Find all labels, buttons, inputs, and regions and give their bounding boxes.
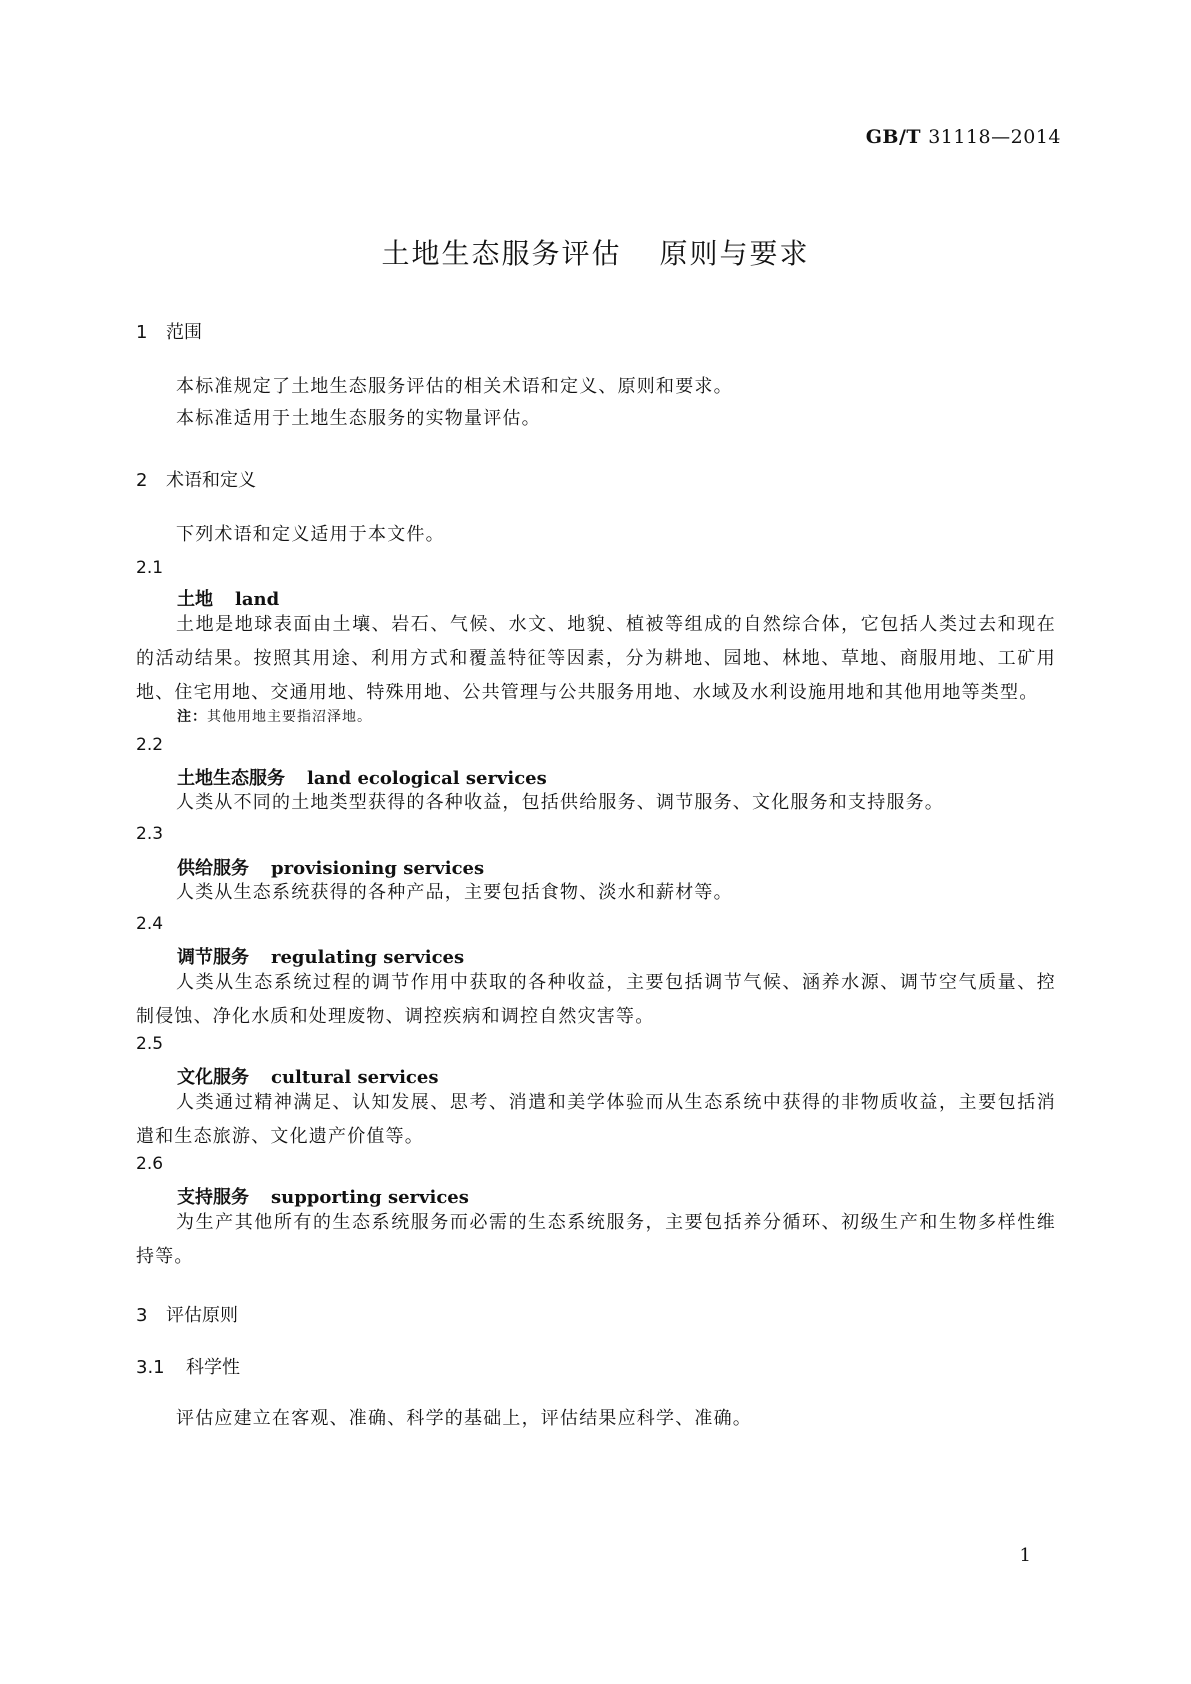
title-sub: 原则与要求 [659, 237, 810, 270]
term-zh: 土地生态服务 [177, 768, 285, 789]
term-zh: 调节服务 [177, 947, 249, 968]
standard-number: 31118—2014 [928, 126, 1061, 148]
scope-paragraph-1: 本标准规定了土地生态服务评估的相关术语和定义、原则和要求。 [176, 376, 733, 397]
section-number: 3 [136, 1305, 148, 1326]
section-2-heading [136, 466, 256, 492]
section-3-heading [136, 1301, 238, 1327]
term-en: supporting services [271, 1187, 469, 1208]
page-number: 1 [1019, 1545, 1031, 1566]
note-text: 其他用地主要指沼泽地。 [207, 709, 372, 725]
standard-prefix: GB/T [865, 126, 922, 148]
term-en: regulating services [271, 947, 465, 968]
section-title: 术语和定义 [166, 470, 256, 491]
term-definition: 人类从生态系统获得的各种产品，主要包括食物、淡水和薪材等。 [176, 882, 733, 903]
note-label: 注： [177, 709, 207, 725]
clause-number: 2.1 [136, 558, 164, 578]
page-title [0, 232, 1191, 272]
scope-paragraph-2: 本标准适用于土地生态服务的实物量评估。 [176, 408, 541, 429]
title-main: 土地生态服务评估 [381, 237, 622, 270]
section-number: 2 [136, 470, 148, 491]
standard-code [866, 126, 1061, 148]
clause-number: 2.4 [136, 914, 164, 934]
section-1-heading [136, 318, 202, 344]
terms-intro: 下列术语和定义适用于本文件。 [176, 524, 445, 545]
term-definition: 人类通过精神满足、认知发展、思考、消遣和美学体验而从生态系统中获得的非物质收益，主要包括消遣和生态旅游、文化遗产价值等。 [136, 1092, 1056, 1147]
clause-number: 2.5 [136, 1034, 164, 1054]
term-zh: 文化服务 [177, 1067, 249, 1088]
term-definition: 人类从生态系统过程的调节作用中获取的各种收益，主要包括调节气候、涵养水源、调节空气质量、控制侵蚀、净化水质和处理废物、调控疾病和调控自然灾害等。 [136, 972, 1056, 1027]
term-en: land [235, 589, 280, 610]
term-note [177, 706, 372, 726]
section-title: 科学性 [186, 1357, 240, 1378]
section-number: 1 [136, 322, 148, 343]
term-definition: 土地是地球表面由土壤、岩石、气候、水文、地貌、植被等组成的自然综合体，它包括人类过去和现在的活动结果。按照其用途、利用方式和覆盖特征等因素，分为耕地、园地、林地、草地、商服用地、工矿用地、住宅用地、交通用地、特殊用地、公共管理与公共服务用地、水域及水利设施用地和其他用地等类型。 [136, 614, 1056, 703]
section-title: 评估原则 [166, 1305, 238, 1326]
term-en: cultural services [271, 1067, 439, 1088]
principle-paragraph: 评估应建立在客观、准确、科学的基础上，评估结果应科学、准确。 [176, 1408, 752, 1429]
clause-number: 2.3 [136, 824, 164, 844]
section-number: 3.1 [136, 1357, 165, 1378]
term-en: land ecological services [307, 768, 547, 789]
clause-number: 2.6 [136, 1154, 164, 1174]
section-title: 范围 [166, 322, 202, 343]
term-definition: 人类从不同的土地类型获得的各种收益，包括供给服务、调节服务、文化服务和支持服务。 [176, 792, 944, 813]
clause-number: 2.2 [136, 735, 164, 755]
section-3-1-heading [136, 1353, 240, 1379]
term-zh: 土地 [177, 589, 213, 610]
term-zh: 支持服务 [177, 1187, 249, 1208]
term-en: provisioning services [271, 858, 485, 879]
term-zh: 供给服务 [177, 858, 249, 879]
term-definition: 为生产其他所有的生态系统服务而必需的生态系统服务，主要包括养分循环、初级生产和生物多样性维持等。 [136, 1212, 1056, 1267]
